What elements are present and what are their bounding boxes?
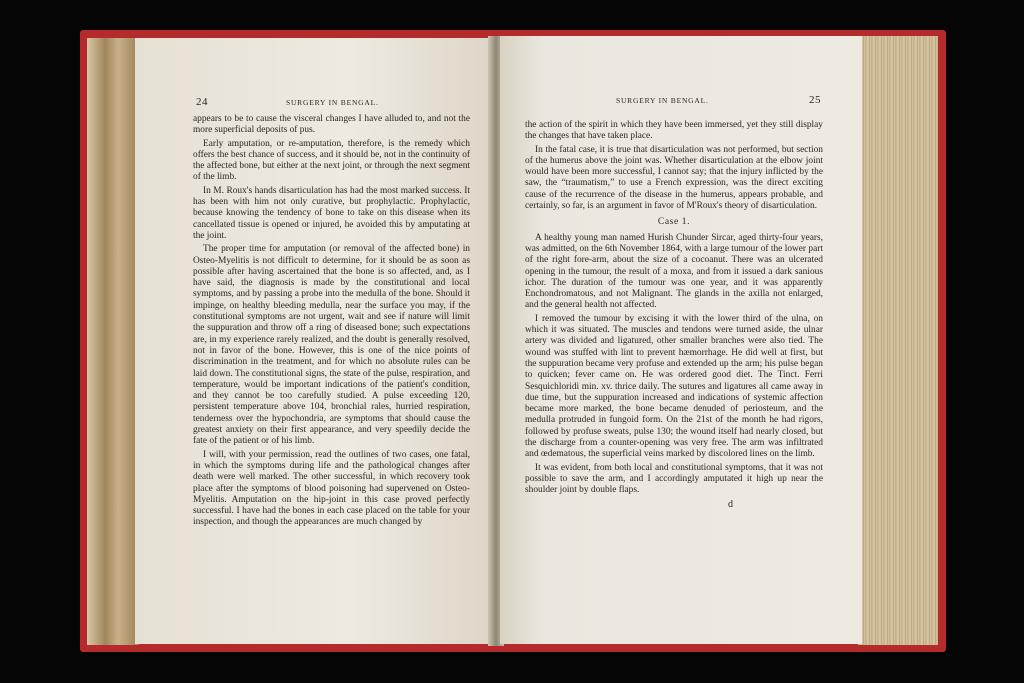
left-header (196, 96, 466, 108)
left-page (135, 38, 492, 644)
right-page (500, 36, 862, 644)
right-body-text (525, 120, 823, 510)
paragraph: The proper time for amputation (or removal of the affected bone) in Osteo-Myelitis is not difficult to determine, for it should be as soon as possible after having ascertained that the bone is so affected, and, as I have said, the diagnosis is made by the constitutional and local symptoms, and by passing a probe into the medulla of the bone. Should it impinge, on healthy bleeding medulla, near the surface you may, if the constitutional symptoms are not urgent, wait and see if nature will limit the suppuration and throw off a ring of diseased bone; such expectations are, in my experience rarely realized, and the doubt is generally resolved, not in favor of the bone. However, this is one of the nice points of discrimination in the treatment, and for which no absolute rules can be laid down. The constitutional signs, the state of the pulse, respiration, and temperature, would be important indications of the patient's condition, and they cannot be too carefully studied. A pulse exceeding 120, persistent temperature above 104, bronchial rales, hurried respiration, tenderness over the hypochondria, are symptoms that should cause the greatest anxiety on their first appearance, and very speedily decide the fate of the patient or of his limb. (193, 244, 470, 447)
paragraph: In M. Roux's hands disarticulation has had the most marked success. It has been with him not only curative, but prophylactic. Prophylactic, because knowing the tendency of bone to take on this disease when its cancellated tissue is opened or injured, he avoided this by amputating at the joint. (193, 185, 470, 241)
left-page-edges (87, 38, 139, 645)
right-page-edges (858, 36, 938, 645)
page-number: 25 (809, 94, 821, 106)
paragraph: I will, with your permission, read the outlines of two cases, one fatal, in which the symptoms during life and the pathological changes after death were well marked. The other successful, in which recovery took place after the symptoms of blood poisoning had supervened on Osteo-Myelitis. Amputation on the hip-joint in this case proved perfectly successful. I have had the bones in each case placed on the table for your inspection, and though the appearances are much changed by (193, 449, 470, 528)
signature-mark: d (728, 498, 733, 510)
paragraph: I removed the tumour by excising it with the lower third of the ulna, on which it was situated. The muscles and tendons were turned aside, the ulnar artery was divided and ligatured, other smaller branches were also tied. The wound was stuffed with lint to prevent hæmorrhage. He did well at first, but the suppuration became very profuse and extended up the arm; his pulse began to quicken; fever came on. He was ordered good diet. The Tinct. Ferri Sesquichloridi min. xv. thrice daily. The sutures and ligatures all came away in due time, but the suppuration increased and indications of systemic affection became more marked, the bone became denuded of periosteum, and the medulla protruded in fungoid form. On the 21st of the month he had rigors, followed by profuse sweats, pulse 130; the wound itself had nearly closed, but the discharge from a counter-opening was very free. The arm was infiltrated and œdematous, the superficial veins marked by discolored lines on the limb. (525, 313, 823, 460)
paragraph: It was evident, from both local and constitutional symptoms, that it was not possible to save the arm, and I accordingly amputated it high up near the shoulder joint by double flaps. (525, 462, 823, 496)
paragraph: the action of the spirit in which they have been immersed, yet they still display the changes that have taken place. (525, 120, 823, 142)
running-head: SURGERY IN BENGAL. (616, 96, 709, 105)
page-number: 24 (196, 96, 208, 108)
right-header (524, 94, 829, 106)
paragraph: A healthy young man named Hurish Chunder Sircar, aged thirty-four years, was admitted, on the 6th November 1864, with a large tumour of the lower part of the right fore-arm, about the size of a cocoanut. There was an ulcerated opening in the tumour, the result of a moxa, and from it issued a dark sanious ichor. The duration of the tumour was one year, and it was apparently Enchondromatous, and not Malignant. The glands in the axilla not enlarged, and the general health not affected. (525, 232, 823, 311)
paragraph: appears to be to cause the visceral changes I have alluded to, and not the more superficial deposits of pus. (193, 114, 470, 136)
left-body-text (193, 114, 470, 531)
running-head: SURGERY IN BENGAL. (286, 98, 379, 107)
paragraph: In the fatal case, it is true that disarticulation was not performed, but section of the humerus above the joint was. Whether disarticulation at the elbow joint would have been more successful, I cannot say; that the injury inflicted by the saw, the “traumatism,” to use a French expression, was the direct exciting cause of the recurrence of the disease in the humerus, appears probable, and certainly, so far, is an argument in favor of M'Roux's theory of disarticulation. (525, 144, 823, 212)
paragraph: Early amputation, or re-amputation, therefore, is the remedy which offers the best chance of success, and it should be, not in the continuity of the affected bone, but either at the next joint, or through the next segment of the limb. (193, 138, 470, 183)
case-heading: Case 1. (657, 217, 691, 228)
